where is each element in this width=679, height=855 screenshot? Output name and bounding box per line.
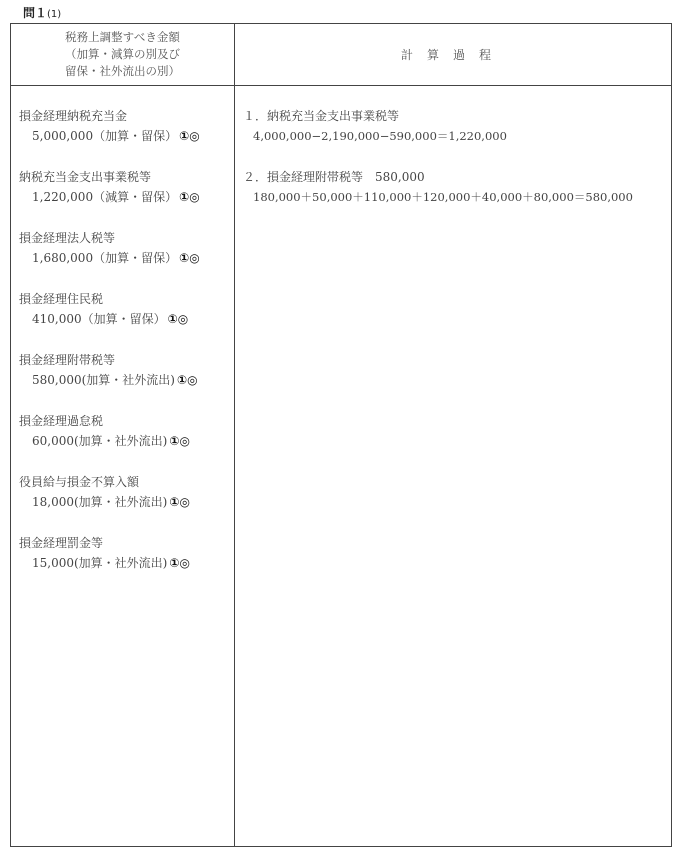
- item-amount-line: [19, 370, 198, 390]
- question-number: 問１: [23, 6, 48, 20]
- score-marks: ①◎: [179, 190, 200, 204]
- item-name: 損金経理過怠税: [19, 414, 104, 428]
- item-amount-line: [19, 309, 188, 329]
- score-marks: ①◎: [169, 434, 190, 448]
- item-amount-line: [19, 187, 200, 207]
- item-amount-line: [19, 126, 200, 146]
- item-amount: 1,680,000（加算・留保）: [32, 251, 178, 265]
- item-amount-line: [19, 553, 190, 573]
- adjustment-item: [19, 167, 200, 207]
- item-amount: 1,220,000（減算・留保）: [32, 190, 178, 204]
- header-line-2: （加算・減算の別及び: [65, 47, 180, 61]
- item-amount-line: [19, 248, 200, 268]
- adjustment-item: [19, 350, 198, 390]
- score-marks: ①◎: [179, 251, 200, 265]
- score-marks: ①◎: [169, 556, 190, 570]
- score-marks: ①◎: [169, 495, 190, 509]
- calculation-process-header: 計算過程: [400, 48, 505, 62]
- calculation-block: [243, 167, 633, 207]
- item-amount: 5,000,000（加算・留保）: [32, 129, 178, 143]
- adjustment-item: [19, 289, 188, 329]
- calculation-formula: 4,000,000−2,190,000−590,000＝1,220,000: [253, 129, 507, 143]
- item-amount-line: [19, 492, 190, 512]
- item-name: 損金経理納税充当金: [19, 109, 128, 123]
- item-name: 役員給与損金不算入額: [19, 475, 140, 489]
- item-amount-line: [19, 431, 190, 451]
- item-name: 納税充当金支出事業税等: [19, 170, 152, 184]
- calculation-formula: 180,000＋50,000＋110,000＋120,000＋40,000＋80,000＝580,000: [253, 190, 633, 204]
- adjustment-item: [19, 533, 190, 573]
- calculation-block: [243, 106, 507, 146]
- item-amount: 60,000(加算・社外流出): [32, 434, 168, 448]
- item-name: 損金経理附帯税等: [19, 353, 116, 367]
- question-sub-number: (1): [47, 9, 62, 20]
- calculation-heading: １．納税充当金支出事業税等: [243, 109, 400, 123]
- header-divider: [11, 85, 671, 86]
- answer-table: [10, 23, 672, 847]
- score-marks: ①◎: [177, 373, 198, 387]
- calculation-heading: ２．損金経理附帯税等 580,000: [243, 170, 425, 184]
- header-line-3: 留保・社外流出の別）: [65, 64, 180, 78]
- score-marks: ①◎: [167, 312, 189, 326]
- column-divider: [234, 24, 235, 846]
- item-name: 損金経理住民税: [19, 292, 104, 306]
- adjustment-item: [19, 411, 190, 451]
- item-amount: 18,000(加算・社外流出): [32, 495, 168, 509]
- score-marks: ①◎: [179, 129, 200, 143]
- item-name: 損金経理法人税等: [19, 231, 116, 245]
- item-amount: 15,000(加算・社外流出): [32, 556, 168, 570]
- header-line-1: 税務上調整すべき金額: [65, 30, 180, 44]
- adjustment-item: [19, 106, 200, 146]
- item-amount: 580,000(加算・社外流出): [32, 373, 175, 387]
- adjustment-item: [19, 472, 190, 512]
- adjustment-item: [19, 228, 200, 268]
- item-name: 損金経理罰金等: [19, 536, 104, 550]
- adjustment-amount-header: [11, 24, 234, 85]
- question-label: [23, 4, 61, 21]
- item-amount: 410,000（加算・留保）: [32, 312, 166, 326]
